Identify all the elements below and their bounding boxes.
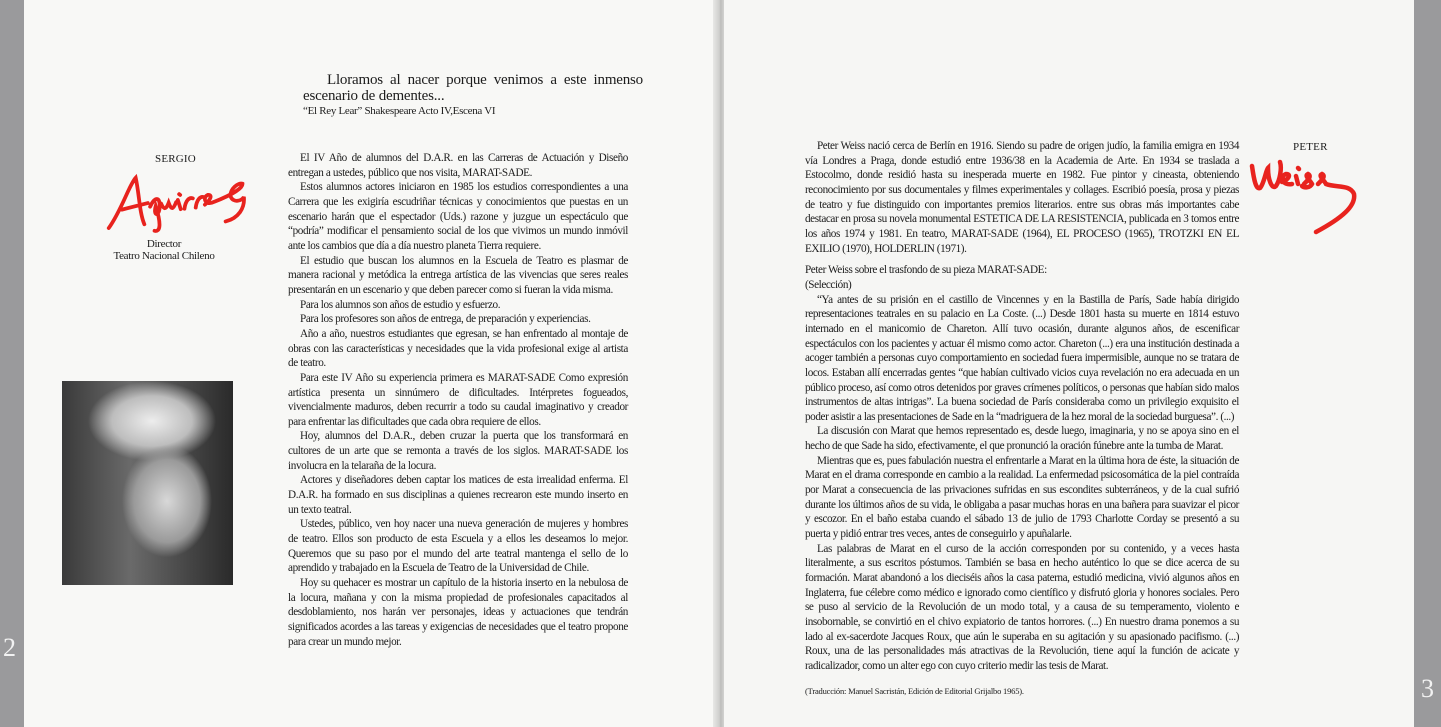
- director-message: [288, 151, 628, 649]
- paragraph: Año a año, nuestros estudiantes que egresan, se han enfrentado al montaje de obras con las características y necesidades que la vida profesional exige al artista de teatro.: [288, 327, 628, 370]
- paragraph: Ustedes, público, ven hoy nacer una nueva generación de mujeres y hombres de teatro. Ellos son producto de esta Escuela y a ellos les deseamos lo mejor. Queremos que su paso por el mundo del arte teatral mantenga el sello de lo aprendido y trabajado en la Escuela de Teatro de la Universidad de Chile.: [288, 518, 628, 575]
- epigraph: [303, 72, 643, 118]
- paragraph: Mientras que es, pues fabulación nuestra el enfrentarle a Marat en la última hora de éste, la situación de Marat en el drama corresponde en cambio a la realidad. La enfermedad psicosomática de la piel contraída por Marat a consecuencia de las privaciones sufridas en sus escondites subterráneos, y de la cual sufrió durante los últimos años de su vida, le obligaba a pasar muchas horas en una bañera para suavizar el picor y escozor. En el baño estaba cuando el sábado 13 de julio de 1793 Charlotte Corday se presentó a su puerta y pidió entrar tres veces, antes de conseguirlo y apuñalarle.: [805, 454, 1239, 541]
- paragraph: El estudio que buscan los alumnos en la Escuela de Teatro es plasmar de manera racional y metódica la entrega artística de las vivencias que seres reales presentarán en un escenario y que deben parecer como si fueran la vida misma.: [288, 254, 628, 296]
- peter-weiss-text: [805, 139, 1239, 674]
- paragraph: Hoy, alumnos del D.A.R., deben cruzar la puerta que los transformará en cultores de un arte que se remonta a través de los siglos. MARAT-SADE los involucra en la telaraña de la locura.: [288, 430, 628, 472]
- paragraph: Para los alumnos son años de estudio y esfuerzo.: [300, 298, 501, 311]
- paragraph: Actores y diseñadores deben captar los matices de esta irrealidad enferma. El D.A.R. ha formado en sus disciplinas a quienes recrearon este mundo inserto en un texto teatral.: [288, 474, 628, 516]
- right-column: [805, 139, 1239, 697]
- signature-first-name: PETER: [1293, 141, 1328, 153]
- page-number-left: 2: [3, 633, 16, 662]
- signature-role: Director: [146, 238, 182, 250]
- paragraph: Estos alumnos actores iniciaron en 1985 los estudios correspondientes a una Carrera que les exigiría escudriñar técnicas y conocimientos que puestas en un escenario harán que el espectador (Uds.) razone y juzgue un espectáculo que “podría” modificar el pensamiento social de los que vivimos un mundo inmóvil ante los cambios que día a día nuestro planeta Tierra requiere.: [288, 181, 628, 252]
- signature-scribble-icon: [1246, 158, 1371, 238]
- epigraph-source: “El Rey Lear” Shakespeare Acto IV,Escena VI: [303, 105, 496, 117]
- paragraph: La discusión con Marat que hemos representado es, desde luego, imaginaria, y no se apoya sino en el hecho de que Sade ha sido, efectivamente, el que pronunció la oración fúnebre ante la tumba de Marat.: [805, 425, 1239, 453]
- bio-paragraph: Peter Weiss nació cerca de Berlín en 1916. Siendo su padre de origen judío, la familia emigra en 1934 vía Londres a Praga, donde estudió entre 1936/38 en la Academia de Arte. En 1934 se traslada a Estocolmo, donde residió hasta su inesperada muerte en 1982. Fue pintor y cineasta, obteniendo reconocimiento por sus documentales y filmes experimentales y collages. Escribió poesía, prosa y piezas de teatro y fue distinguido con importantes premios literarios. entre sus obras más importantes cabe destacar en prosa su novela monumental ESTETICA DE LA RESISTENCIA, publicada en 3 tomos entre los años 1974 y 1981. En teatro, MARAT-SADE (1964), EL PROCESO (1965), TROTZKI EN EL EXILIO (1970), HOLDERLIN (1971).: [805, 140, 1239, 255]
- left-page: [24, 0, 716, 727]
- signature-title: [104, 238, 224, 262]
- paragraph: “Ya antes de su prisión en el castillo de Vincennes y en la Bastilla de París, Sade había dirigido representaciones teatrales en su palacio en La Coste. (...) Desde 1801 hasta su muerte en 1814 estuvo internado en el manicomio de Chareton. Allí tuvo ocasión, durante algunos años, de escenificar espectáculos con los pacientes y actuar él mismo como actor. Chareton (...) era una institución destinada a acoger también a personas cuyo comportamiento en sociedad fuera impermisible, aunque no se tratara de locos. Estaban allí encerradas gentes “que habían cultivado vicios cuya revelación no era adecuada en un público proceso, así como otros detenidos por graves crímenes políticos, o personas que habían sido malos instrumentos de altas intrigas”. La buena sociedad de París consideraba como un privilegio exquisito el poder asistir a las presentaciones de Sade en la “madriguera de la hez moral de la sociedad burguesa”. (...): [805, 293, 1239, 423]
- signature-institution: Teatro Nacional Chileno: [113, 250, 215, 262]
- signature-first-name: SERGIO: [155, 153, 196, 165]
- paragraph: Para los profesores son años de entrega, de preparación y experiencias.: [300, 313, 591, 326]
- paragraph: Para este IV Año su experiencia primera es MARAT-SADE Como expresión artística presenta un sinnúmero de dificultades. Intérpretes fogueados, vivencialmente maduros, deben recurrir a todo su caudal imaginativo y creador para enfrentar las dificultades que cada obra requiere de ellos.: [288, 371, 628, 428]
- right-page: [724, 0, 1414, 727]
- intro-line: Peter Weiss sobre el trasfondo de su pieza MARAT-SADE:: [805, 264, 1047, 277]
- paragraph: Las palabras de Marat en el curso de la acción corresponden por su contenido, y a veces hasta literalmente, a sus escritos póstumos. También se basa en hecho auténtico lo que se dice acerca de su formación. Marat abandonó a los dieciséis años la casa paterna, estudió medicina, vivió algunos años en Inglaterra, fue célebre como médico e ignorado como científico y disfrutó gloria y honores sociales. Pero se puso al servicio de la Revolución de un modo total, y a causa de su temperamento, violento e insobornable, se convirtió en el chivo expiatorio de tantos horrores. (...) En nuestro drama ponemos a su lado al ex-sacerdote Jacques Roux, que aún le superaba en su agitación y su apasionado pacifismo. (...) Roux, una de las personalidades más atractivas de la Revolución, tiene aquí la función de acicate y radicalizador, como un alter ego con cuyo criterio medir las tesis de Marat.: [805, 542, 1239, 672]
- handwritten-signature-weiss: [1246, 158, 1371, 243]
- selection-label: (Selección): [805, 278, 852, 291]
- portrait-photo: [62, 381, 233, 585]
- translation-note: (Traducción: Manuel Sacristán, Edición de Editorial Grijalbo 1965).: [805, 685, 1024, 696]
- signature-scribble-icon: [95, 158, 261, 240]
- epigraph-quote: Lloramos al nacer porque venimos a este inmenso escenario de dementes...: [303, 72, 643, 104]
- page-number-right: 3: [1421, 674, 1434, 703]
- handwritten-signature-aguirre: [95, 158, 262, 245]
- paragraph: Hoy su quehacer es mostrar un capítulo de la historia inserto en la nebulosa de la locura, mañana y con la misma propiedad de profesionales capacitados al desdoblamiento, nos harán ver personajes, ideas y actuaciones que tendrán significados acordes a las tareas y exigencias de necesidades que el teatro propone para crear un mundo mejor.: [288, 577, 628, 648]
- paragraph: El IV Año de alumnos del D.A.R. en las Carreras de Actuación y Diseño entregan a ustedes, público que nos visita, MARAT-SADE.: [288, 152, 628, 179]
